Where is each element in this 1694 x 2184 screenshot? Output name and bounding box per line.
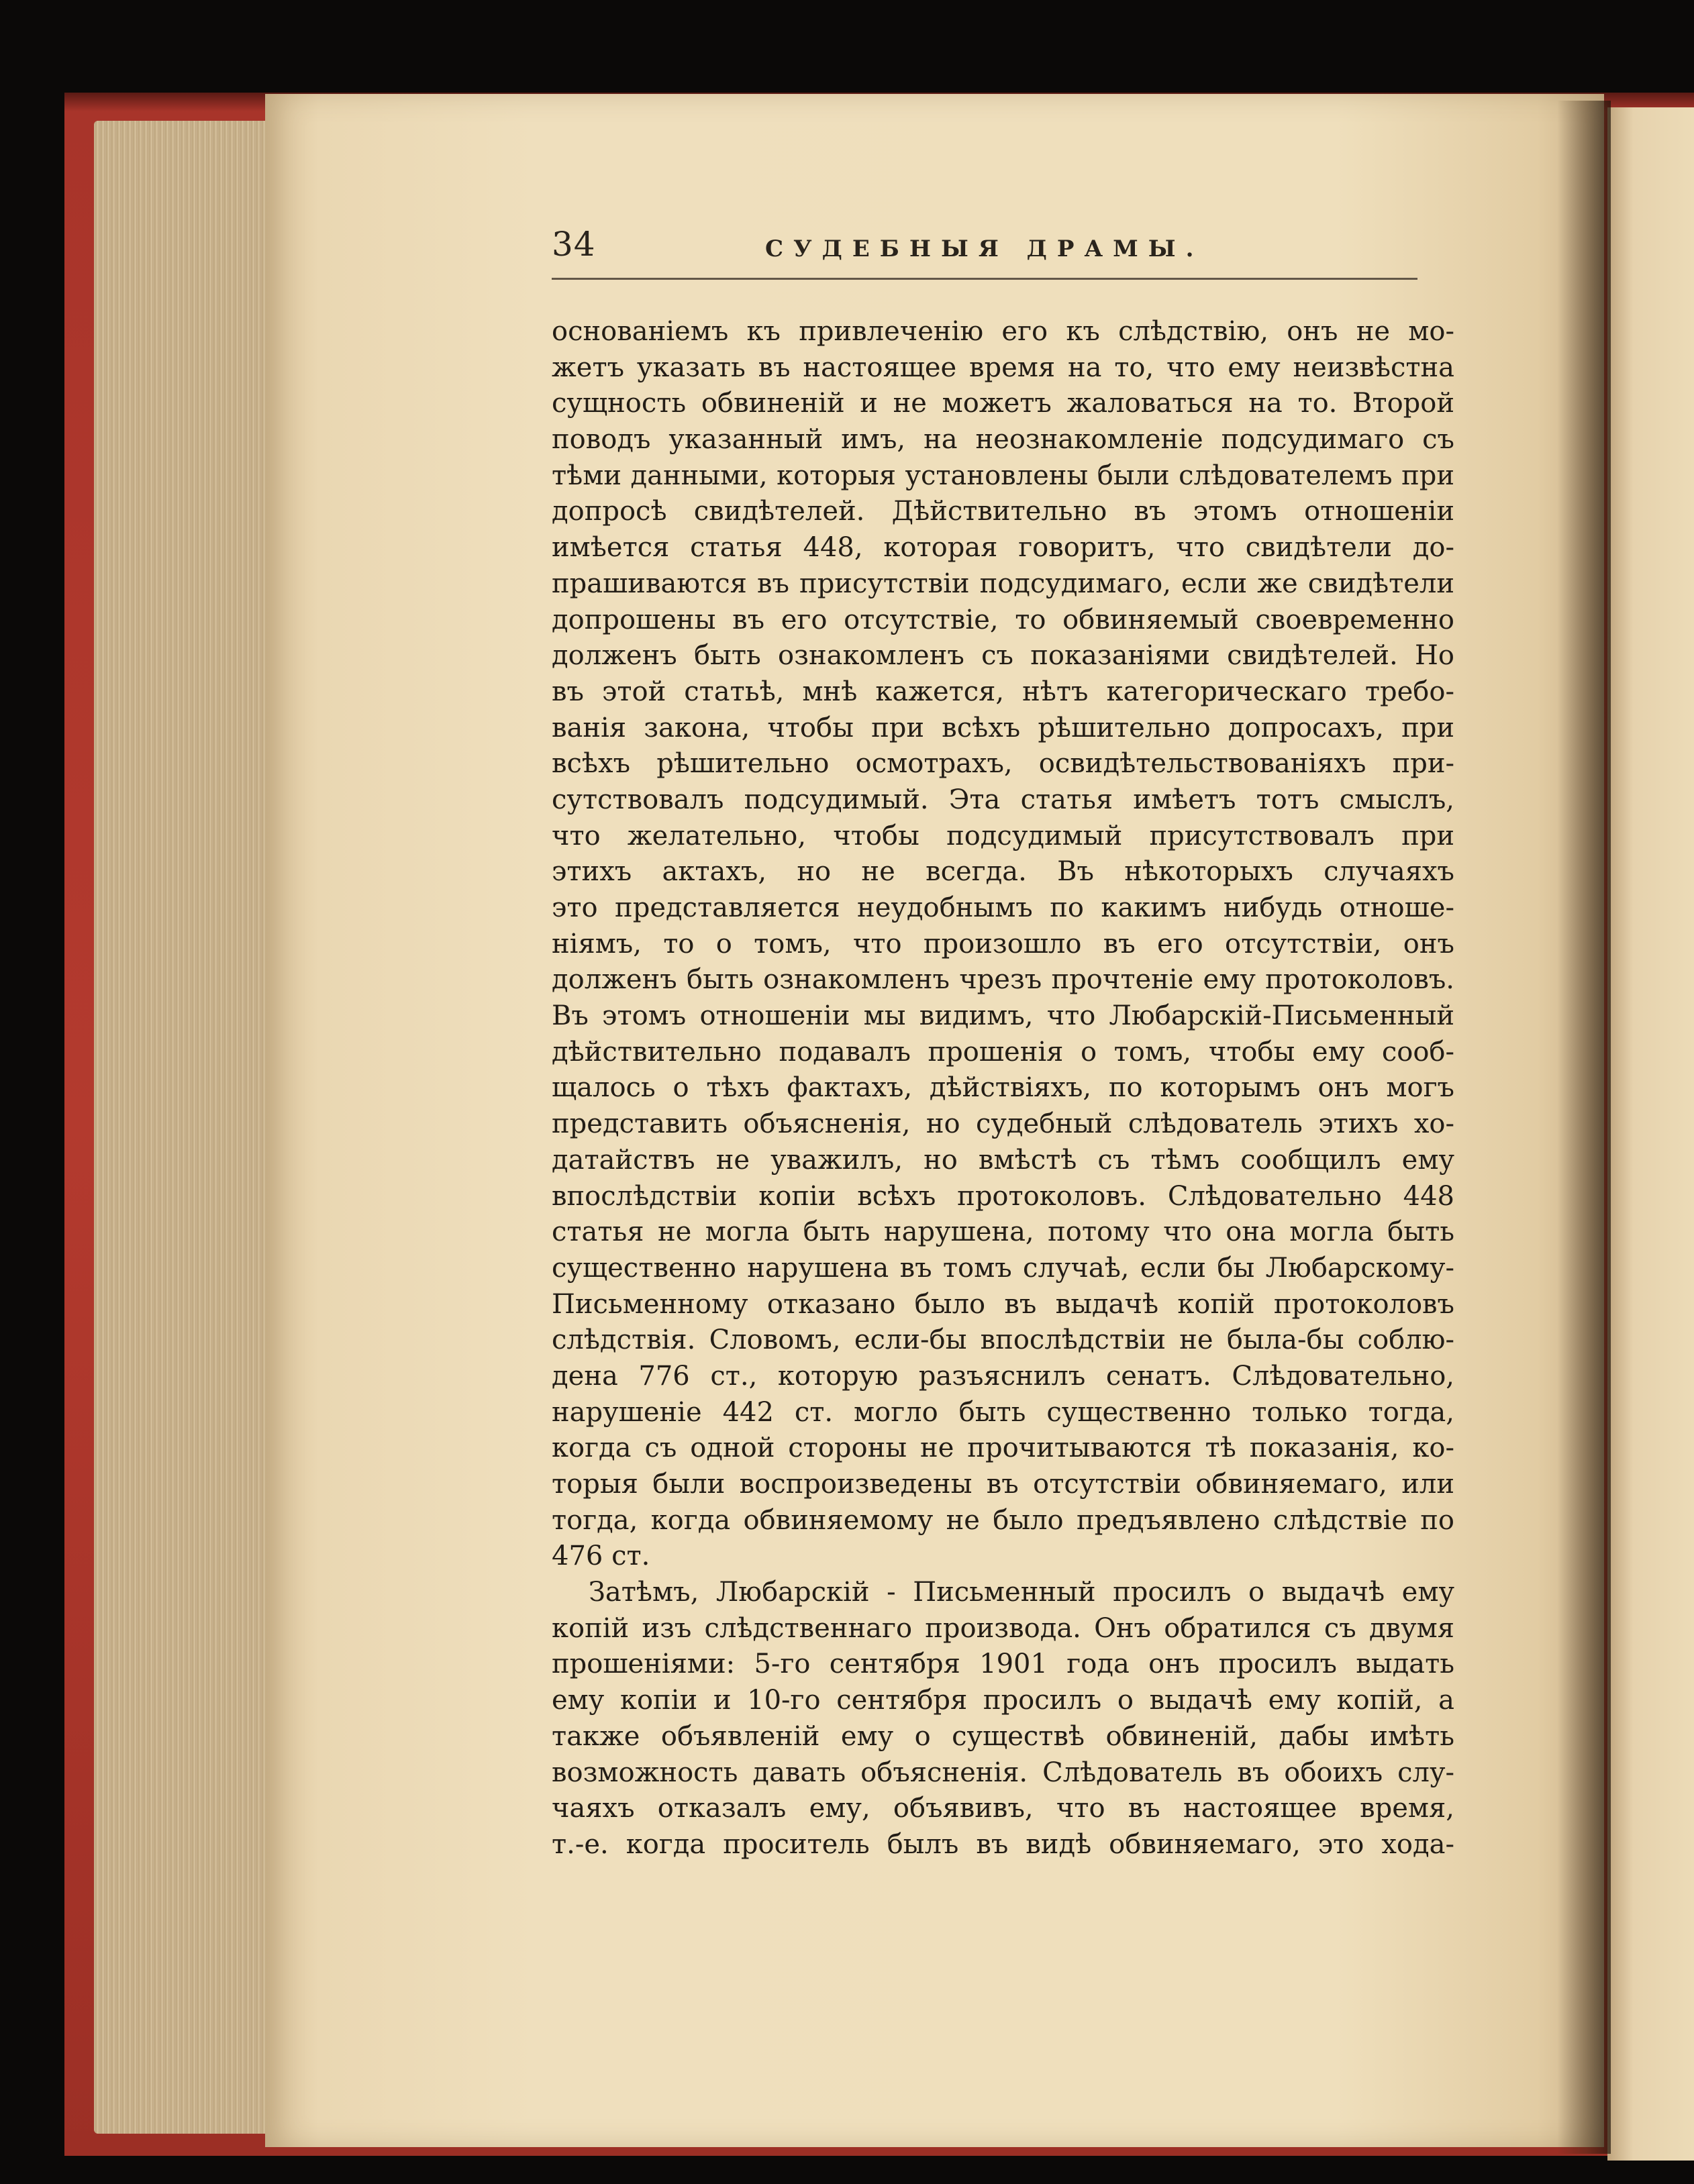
text-line: долженъ быть ознакомленъ съ показаніями свидѣтелей. Но <box>552 640 1454 672</box>
text-line: ванія закона, чтобы при всѣхъ рѣшительно допросахъ, при <box>552 712 1454 743</box>
text-line: жетъ указать въ настоящее время на то, что ему неизвѣстна <box>552 352 1454 383</box>
text-line: Въ этомъ отношеніи мы видимъ, что Любарскій-Письменный <box>552 1000 1454 1032</box>
text-line: это представляется неудобнымъ по какимъ нибудь отноше- <box>552 892 1454 923</box>
text-line: т.-е. когда проситель былъ въ видѣ обвиняемаго, это хода- <box>552 1828 1454 1860</box>
text-line: допросѣ свидѣтелей. Дѣйствительно въ этомъ отношеніи <box>552 496 1454 527</box>
text-line: Письменному отказано было въ выдачѣ копій протоколовъ <box>552 1288 1454 1320</box>
text-line: также объявленій ему о существѣ обвиненій, дабы имѣть <box>552 1720 1454 1752</box>
running-title: СУДЕБНЫЯ ДРАМЫ. <box>765 236 1204 262</box>
text-line: нарушеніе 442 ст. могло быть существенно только тогда, <box>552 1396 1454 1428</box>
text-line: сутствовалъ подсудимый. Эта статья имѣетъ тотъ смыслъ, <box>552 784 1454 815</box>
text-line: основаніемъ къ привлеченію его къ слѣдствію, онъ не мо- <box>552 316 1454 347</box>
text-line: всѣхъ рѣшительно осмотрахъ, освидѣтельствованіяхъ при- <box>552 748 1454 780</box>
text-line: слѣдствія. Словомъ, если-бы впослѣдствіи не была-бы соблю- <box>552 1324 1454 1356</box>
page-gutter <box>1557 101 1611 2154</box>
text-line: ему копіи и 10-го сентября просилъ о выдачѣ ему копій, а <box>552 1685 1454 1716</box>
text-line: что желательно, чтобы подсудимый присутствовалъ при <box>552 820 1454 851</box>
text-line: этихъ актахъ, но не всегда. Въ нѣкоторыхъ случаяхъ <box>552 856 1454 888</box>
text-line: прошеніями: 5-го сентября 1901 года онъ просилъ выдать <box>552 1649 1454 1680</box>
text-line: поводъ указанный имъ, на неознакомленіе подсудимаго съ <box>552 424 1454 456</box>
text-line: 476 ст. <box>552 1541 650 1572</box>
text-line: допрошены въ его отсутствіе, то обвиняемый своевременно <box>552 604 1454 635</box>
text-line: дена 776 ст., которую разъяснилъ сенатъ. Слѣдовательно, <box>552 1360 1454 1392</box>
text-line: прашиваются въ присутствіи подсудимаго, если же свидѣтели <box>552 568 1454 599</box>
header-rule <box>552 278 1417 280</box>
text-line: впослѣдствіи копіи всѣхъ протоколовъ. Слѣдовательно 448 <box>552 1180 1454 1212</box>
text-line: тѣми данными, которыя установлены были слѣдователемъ при <box>552 460 1454 491</box>
text-line: дѣйствительно подавалъ прошенія о томъ, чтобы ему сооб- <box>552 1036 1454 1068</box>
text-line: Затѣмъ, Любарскій - Письменный просилъ о выдачѣ ему <box>589 1577 1454 1608</box>
body-text <box>552 314 1454 1863</box>
text-line: сущность обвиненій и не можетъ жаловаться на то. Второй <box>552 388 1454 419</box>
text-line: въ этой статьѣ, мнѣ кажется, нѣтъ категорическаго требо- <box>552 676 1454 707</box>
text-line: долженъ быть ознакомленъ чрезъ прочтеніе ему протоколовъ. <box>552 964 1454 996</box>
text-line: чаяхъ отказалъ ему, объявивъ, что въ настоящее время, <box>552 1793 1454 1824</box>
text-line: ніямъ, то о томъ, что произошло въ его отсутствіи, онъ <box>552 928 1454 959</box>
text-line: когда съ одной стороны не прочитываются тѣ показанія, ко- <box>552 1433 1454 1464</box>
page-header <box>552 225 1417 278</box>
facing-page-edge <box>1607 107 1694 2161</box>
page-number: 34 <box>552 225 596 264</box>
text-line: копій изъ слѣдственнаго производа. Онъ обратился съ двумя <box>552 1612 1454 1644</box>
text-line: торыя были воспроизведены въ отсутствіи обвиняемаго, или <box>552 1469 1454 1500</box>
text-line: статья не могла быть нарушена, потому что она могла быть <box>552 1216 1454 1248</box>
text-line: датайствъ не уважилъ, но вмѣстѣ съ тѣмъ сообщилъ ему <box>552 1144 1454 1176</box>
text-line: щалось о тѣхъ фактахъ, дѣйствіяхъ, по которымъ онъ могъ <box>552 1072 1454 1104</box>
text-line: представить объясненія, но судебный слѣдователь этихъ хо- <box>552 1108 1454 1140</box>
text-line: возможность давать объясненія. Слѣдователь въ обоихъ слу- <box>552 1757 1454 1788</box>
text-line: тогда, когда обвиняемому не было предъявлено слѣдствіе по <box>552 1504 1454 1536</box>
text-line: имѣется статья 448, которая говоритъ, что свидѣтели до- <box>552 532 1454 564</box>
text-line: существенно нарушена въ томъ случаѣ, если бы Любарскому- <box>552 1252 1454 1284</box>
